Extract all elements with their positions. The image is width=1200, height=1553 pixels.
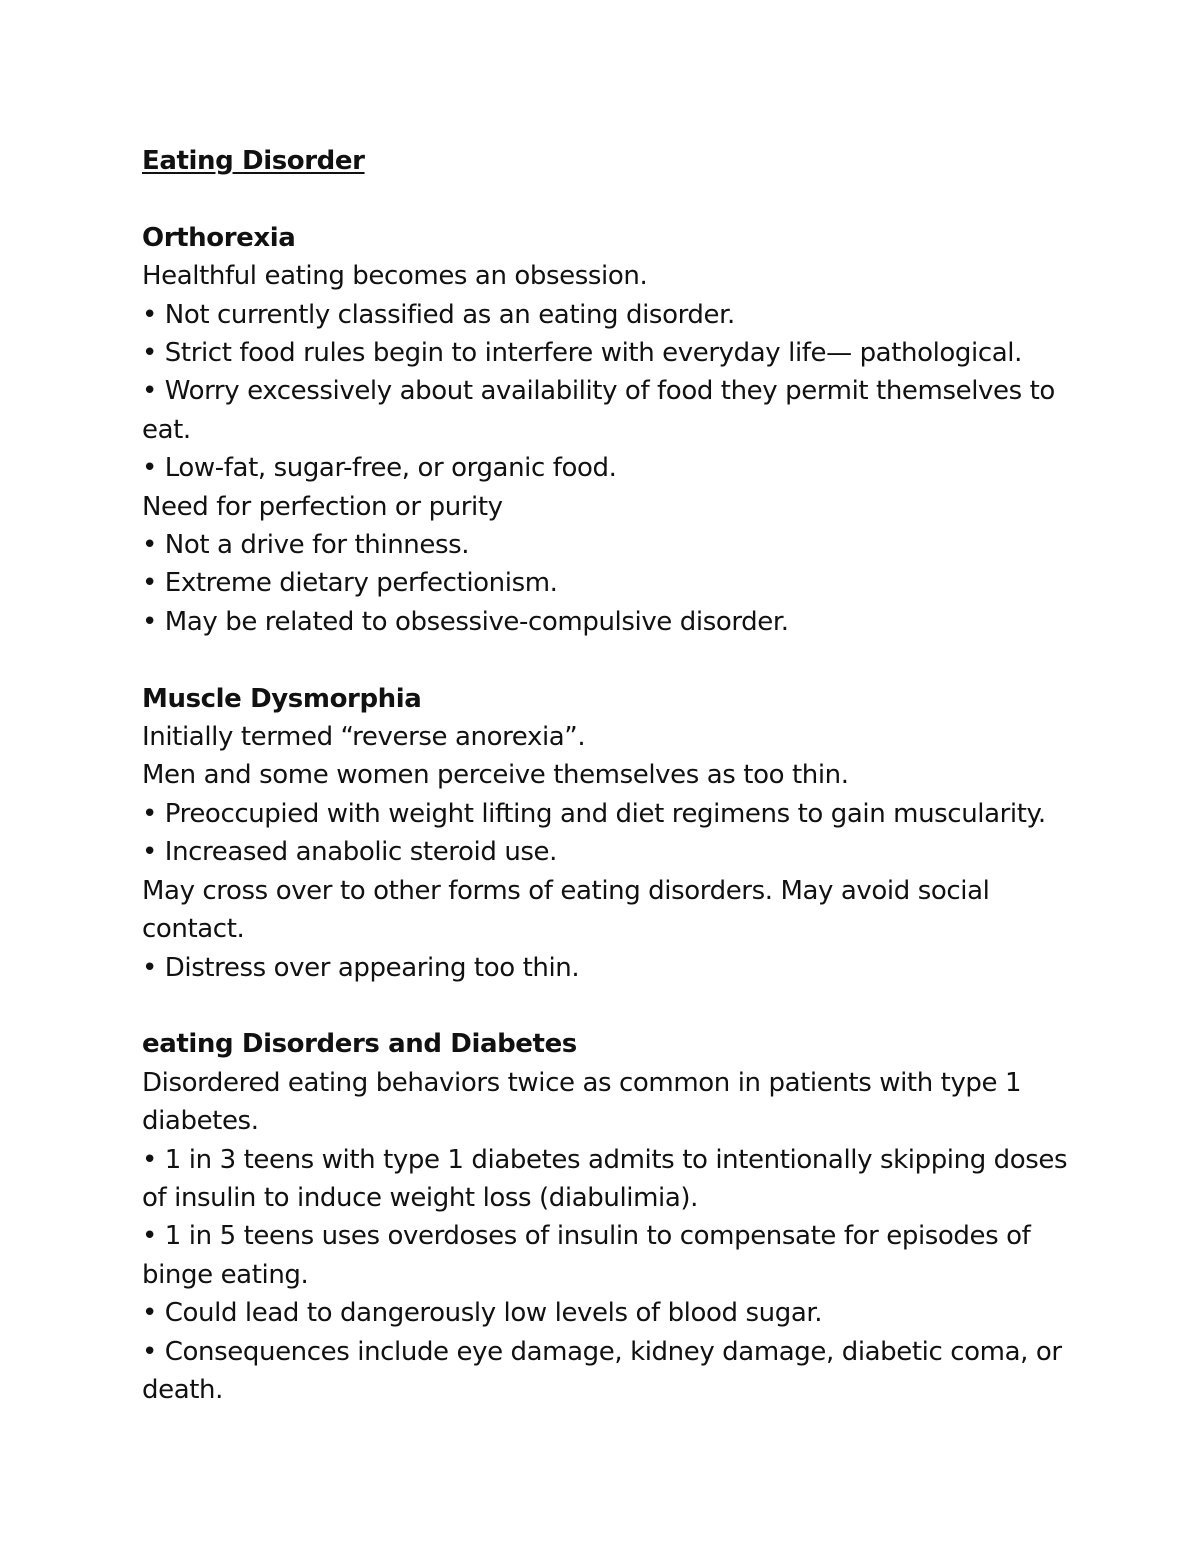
section-heading-muscle-dysmorphia: Muscle Dysmorphia [142, 683, 422, 714]
bullet-item: • Consequences include eye damage, kidney damage, diabetic coma, or death. [142, 1336, 1062, 1405]
bullet-item: • Strict food rules begin to interfere with everyday life— pathological. [142, 338, 1022, 369]
section-heading-orthorexia: Orthorexia [142, 222, 296, 253]
paragraph: Men and some women perceive themselves as too thin. [142, 760, 849, 791]
bullet-item: • Low-fat, sugar-free, or organic food. [142, 453, 617, 484]
document-title: Eating Disorder [142, 146, 365, 176]
spacer [142, 641, 1072, 679]
bullet-item: • Not a drive for thinness. [142, 530, 470, 561]
bullet-item: • 1 in 3 teens with type 1 diabetes admits to intentionally skipping doses of insulin to induce weight loss (diabulimia). [142, 1144, 1068, 1213]
paragraph: Disordered eating behaviors twice as common in patients with type 1 diabetes. [142, 1067, 1022, 1137]
bullet-item: • Extreme dietary perfectionism. [142, 568, 558, 599]
bullet-item: • 1 in 5 teens uses overdoses of insulin to compensate for episodes of binge eating. [142, 1221, 1031, 1290]
spacer [142, 180, 1072, 218]
paragraph: Initially termed “reverse anorexia”. [142, 722, 586, 753]
paragraph: Need for perfection or purity [142, 491, 503, 522]
bullet-item: • Could lead to dangerously low levels of blood sugar. [142, 1298, 823, 1329]
paragraph: May cross over to other forms of eating disorders. May avoid social contact. [142, 875, 990, 945]
spacer [142, 987, 1072, 1025]
section-heading-diabetes: eating Disorders and Diabetes [142, 1029, 577, 1060]
document-body [142, 142, 1072, 1409]
bullet-item: • May be related to obsessive-compulsive disorder. [142, 606, 789, 637]
paragraph: Healthful eating becomes an obsession. [142, 261, 648, 292]
bullet-item: • Increased anabolic steroid use. [142, 837, 558, 868]
bullet-item: • Worry excessively about availability of food they permit themselves to eat. [142, 376, 1055, 445]
bullet-item: • Not currently classified as an eating disorder. [142, 299, 735, 330]
bullet-item: • Preoccupied with weight lifting and diet regimens to gain muscularity. [142, 798, 1046, 829]
bullet-item: • Distress over appearing too thin. [142, 952, 580, 983]
